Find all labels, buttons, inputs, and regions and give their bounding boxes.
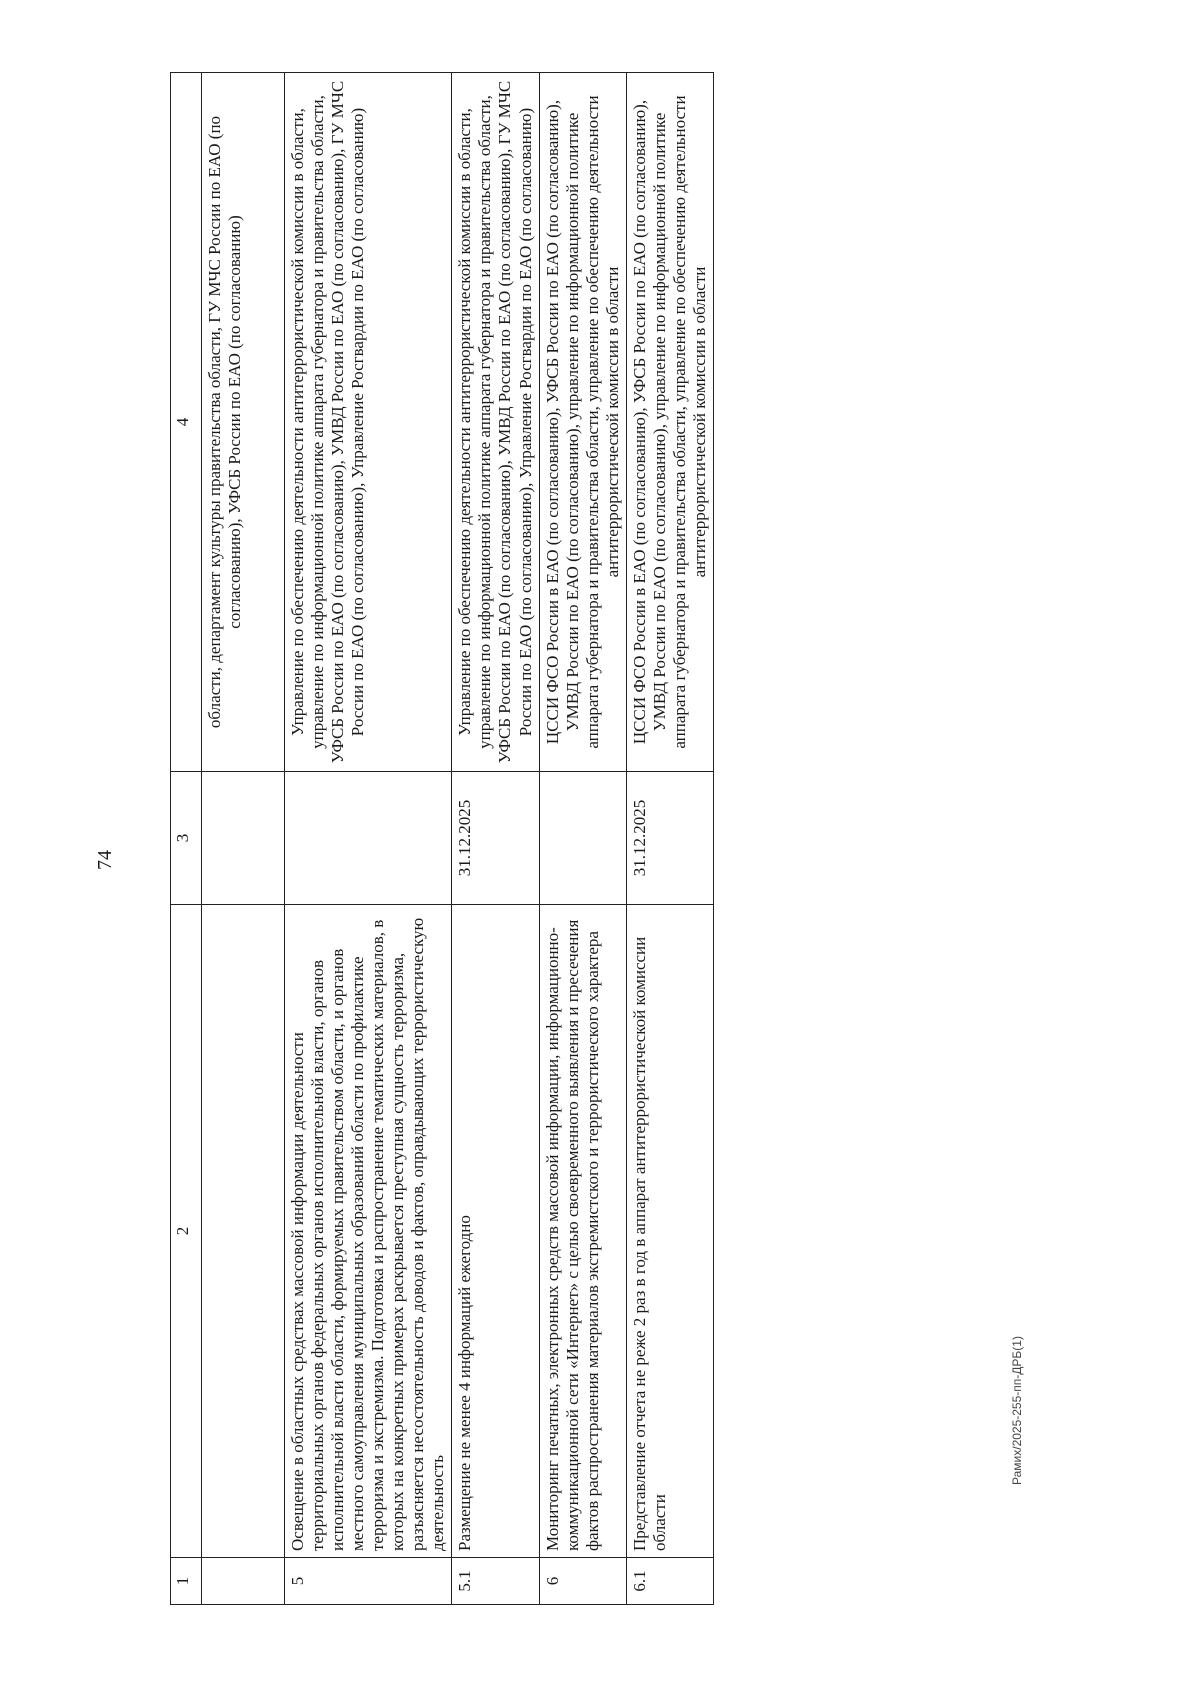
row-executors: области, департамент культуры правительства области, ГУ МЧС России по ЕАО (по согласованию), УФСБ России по ЕАО (по согласованию) bbox=[202, 73, 285, 772]
document-footer-code: Рамих/2025-255-пп-ДРБ(1) bbox=[1010, 1336, 1024, 1485]
row-description: Размещение не менее 4 информаций ежегодно bbox=[452, 905, 539, 1558]
row-number bbox=[202, 1558, 285, 1605]
row-executors: ЦССИ ФСО России в ЕАО (по согласованию), УФСБ России по ЕАО (по согласованию), УМВД России по ЕАО (по согласованию), управление по информационной политике аппарата губернатора и правительства области, управление по обеспечению деятельности антитеррористической комиссии в области bbox=[626, 73, 713, 772]
row-number: 5 bbox=[285, 1558, 452, 1605]
table-row bbox=[202, 73, 285, 1605]
table-row bbox=[539, 73, 626, 1605]
row-description bbox=[202, 905, 285, 1558]
table-row bbox=[626, 73, 713, 1605]
row-deadline bbox=[285, 772, 452, 905]
header-col-4: 4 bbox=[171, 73, 202, 772]
row-number: 5.1 bbox=[452, 1558, 539, 1605]
row-executors: Управление по обеспечению деятельности антитеррористической комиссии в области, управление по информационной политике аппарата губернатора и правительства области, УФСБ России по ЕАО (по согласованию), УМВД России по ЕАО (по согласованию), ГУ МЧС России по ЕАО (по согласованию), Управление Росгвардии по ЕАО (по согласованию) bbox=[285, 73, 452, 772]
measures-table bbox=[170, 72, 714, 1605]
row-number: 6 bbox=[539, 1558, 626, 1605]
page-number: 74 bbox=[94, 850, 116, 870]
row-executors: ЦССИ ФСО России в ЕАО (по согласованию), УФСБ России по ЕАО (по согласованию), УМВД России по ЕАО (по согласованию), управление по информационной политике аппарата губернатора и правительства области, управление по обеспечению деятельности антитеррористической комиссии в области bbox=[539, 73, 626, 772]
header-col-3: 3 bbox=[171, 772, 202, 905]
header-col-2: 2 bbox=[171, 905, 202, 1558]
row-executors: Управление по обеспечению деятельности антитеррористической комиссии в области, управление по информационной политике аппарата губернатора и правительства области, УФСБ России по ЕАО (по согласованию), УМВД России по ЕАО (по согласованию), ГУ МЧС России по ЕАО (по согласованию), Управление Росгвардии по ЕАО (по согласованию) bbox=[452, 73, 539, 772]
row-number: 6.1 bbox=[626, 1558, 713, 1605]
row-deadline: 31.12.2025 bbox=[626, 772, 713, 905]
row-deadline bbox=[202, 772, 285, 905]
table-row bbox=[285, 73, 452, 1605]
row-description: Представление отчета не реже 2 раз в год в аппарат антитеррористической комиссии области bbox=[626, 905, 713, 1558]
document-table-wrapper bbox=[170, 80, 1070, 1605]
row-deadline: 31.12.2025 bbox=[452, 772, 539, 905]
table-header-row bbox=[171, 73, 202, 1605]
table-row bbox=[452, 73, 539, 1605]
row-deadline bbox=[539, 772, 626, 905]
row-description: Освещение в областных средствах массовой информации деятельности территориальных органов федеральных органов исполнительной власти, органов исполнительной власти области, формируемых правительством области, и органов местного самоуправления муниципальных образований области по профилактике терроризма и экстремизма. Подготовка и распространение тематических материалов, в которых на конкретных примерах раскрывается преступная сущность терроризма, разъясняется несостоятельность доводов и фактов, оправдывающих террористическую деятельность bbox=[285, 905, 452, 1558]
header-col-1: 1 bbox=[171, 1558, 202, 1605]
row-description: Мониторинг печатных, электронных средств массовой информации, информационно-коммуникационной сети «Интернет» с целью своевременного выявления и пресечения фактов распространения материалов экстремистского и террористического характера bbox=[539, 905, 626, 1558]
